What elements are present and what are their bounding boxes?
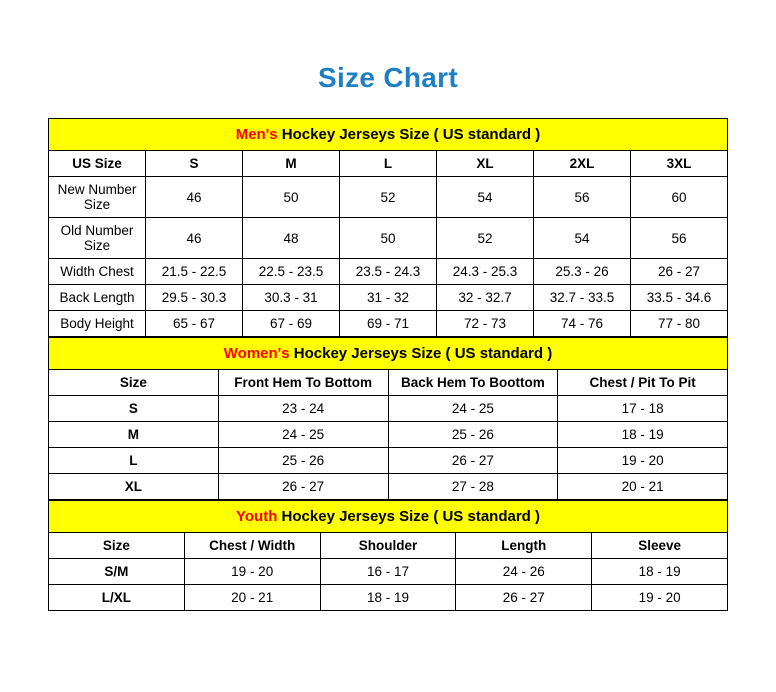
row-label: S/M <box>49 559 185 585</box>
table-cell: 30.3 - 31 <box>243 285 340 311</box>
table-cell: 20 - 21 <box>184 585 320 611</box>
table-row <box>49 474 728 500</box>
table-cell: 26 - 27 <box>218 474 388 500</box>
row-label: Old Number Size <box>49 218 146 259</box>
mens-header-cell: M <box>243 151 340 177</box>
table-cell: 18 - 19 <box>558 422 728 448</box>
youth-header-cell: Sleeve <box>592 533 728 559</box>
row-label: Back Length <box>49 285 146 311</box>
youth-header-row <box>49 533 728 559</box>
table-row <box>49 218 728 259</box>
table-cell: 20 - 21 <box>558 474 728 500</box>
womens-banner-rest: Hockey Jerseys Size ( US standard ) <box>289 345 553 362</box>
mens-banner <box>49 119 728 151</box>
table-cell: 23.5 - 24.3 <box>340 259 437 285</box>
table-cell: 25.3 - 26 <box>534 259 631 285</box>
womens-header-cell: Size <box>49 370 219 396</box>
table-cell: 46 <box>146 177 243 218</box>
table-row <box>49 396 728 422</box>
table-cell: 21.5 - 22.5 <box>146 259 243 285</box>
mens-header-cell: S <box>146 151 243 177</box>
table-cell: 24 - 25 <box>388 396 558 422</box>
table-cell: 32.7 - 33.5 <box>534 285 631 311</box>
youth-banner <box>49 501 728 533</box>
table-cell: 26 - 27 <box>631 259 728 285</box>
mens-header-cell: 3XL <box>631 151 728 177</box>
table-cell: 19 - 20 <box>184 559 320 585</box>
row-label: L <box>49 448 219 474</box>
table-cell: 25 - 26 <box>388 422 558 448</box>
table-cell: 69 - 71 <box>340 311 437 337</box>
table-cell: 27 - 28 <box>388 474 558 500</box>
youth-header-cell: Size <box>49 533 185 559</box>
table-cell: 17 - 18 <box>558 396 728 422</box>
row-label: S <box>49 396 219 422</box>
mens-header-cell: 2XL <box>534 151 631 177</box>
row-label: Width Chest <box>49 259 146 285</box>
youth-banner-highlight: Youth <box>236 508 278 525</box>
table-row <box>49 259 728 285</box>
table-cell: 25 - 26 <box>218 448 388 474</box>
table-cell: 74 - 76 <box>534 311 631 337</box>
table-cell: 56 <box>534 177 631 218</box>
table-cell: 56 <box>631 218 728 259</box>
row-label: XL <box>49 474 219 500</box>
table-row <box>49 177 728 218</box>
table-cell: 48 <box>243 218 340 259</box>
table-cell: 67 - 69 <box>243 311 340 337</box>
mens-header-cell: L <box>340 151 437 177</box>
table-cell: 23 - 24 <box>218 396 388 422</box>
mens-banner-row <box>49 119 728 151</box>
table-cell: 54 <box>437 177 534 218</box>
mens-size-table <box>48 118 728 337</box>
table-cell: 24 - 25 <box>218 422 388 448</box>
table-cell: 31 - 32 <box>340 285 437 311</box>
table-cell: 18 - 19 <box>320 585 456 611</box>
table-cell: 29.5 - 30.3 <box>146 285 243 311</box>
youth-banner-rest: Hockey Jerseys Size ( US standard ) <box>277 508 540 525</box>
mens-banner-rest: Hockey Jerseys Size ( US standard ) <box>277 126 541 143</box>
womens-size-table <box>48 337 728 500</box>
table-cell: 72 - 73 <box>437 311 534 337</box>
table-cell: 24.3 - 25.3 <box>437 259 534 285</box>
mens-header-cell: XL <box>437 151 534 177</box>
table-row <box>49 448 728 474</box>
table-row <box>49 585 728 611</box>
mens-header-row <box>49 151 728 177</box>
womens-banner <box>49 338 728 370</box>
womens-header-cell: Back Hem To Boottom <box>388 370 558 396</box>
table-cell: 52 <box>340 177 437 218</box>
womens-banner-row <box>49 338 728 370</box>
table-cell: 19 - 20 <box>558 448 728 474</box>
table-cell: 32 - 32.7 <box>437 285 534 311</box>
row-label: New Number Size <box>49 177 146 218</box>
row-label: M <box>49 422 219 448</box>
youth-header-cell: Chest / Width <box>184 533 320 559</box>
table-cell: 26 - 27 <box>456 585 592 611</box>
youth-banner-row <box>49 501 728 533</box>
table-cell: 46 <box>146 218 243 259</box>
table-cell: 22.5 - 23.5 <box>243 259 340 285</box>
table-row <box>49 559 728 585</box>
youth-header-cell: Length <box>456 533 592 559</box>
mens-banner-highlight: Men's <box>235 126 278 143</box>
size-tables <box>48 118 728 611</box>
table-row <box>49 311 728 337</box>
table-cell: 50 <box>243 177 340 218</box>
table-cell: 54 <box>534 218 631 259</box>
table-cell: 77 - 80 <box>631 311 728 337</box>
table-cell: 19 - 20 <box>592 585 728 611</box>
mens-header-cell: US Size <box>49 151 146 177</box>
table-cell: 33.5 - 34.6 <box>631 285 728 311</box>
table-cell: 65 - 67 <box>146 311 243 337</box>
table-cell: 60 <box>631 177 728 218</box>
table-cell: 26 - 27 <box>388 448 558 474</box>
womens-banner-highlight: Women's <box>223 345 290 362</box>
row-label: Body Height <box>49 311 146 337</box>
womens-header-row <box>49 370 728 396</box>
row-label: L/XL <box>49 585 185 611</box>
table-row <box>49 422 728 448</box>
womens-header-cell: Front Hem To Bottom <box>218 370 388 396</box>
table-cell: 50 <box>340 218 437 259</box>
youth-size-table <box>48 500 728 611</box>
table-cell: 24 - 26 <box>456 559 592 585</box>
table-cell: 52 <box>437 218 534 259</box>
page-title: Size Chart <box>318 62 458 93</box>
youth-header-cell: Shoulder <box>320 533 456 559</box>
table-cell: 16 - 17 <box>320 559 456 585</box>
womens-header-cell: Chest / Pit To Pit <box>558 370 728 396</box>
table-row <box>49 285 728 311</box>
table-cell: 18 - 19 <box>592 559 728 585</box>
